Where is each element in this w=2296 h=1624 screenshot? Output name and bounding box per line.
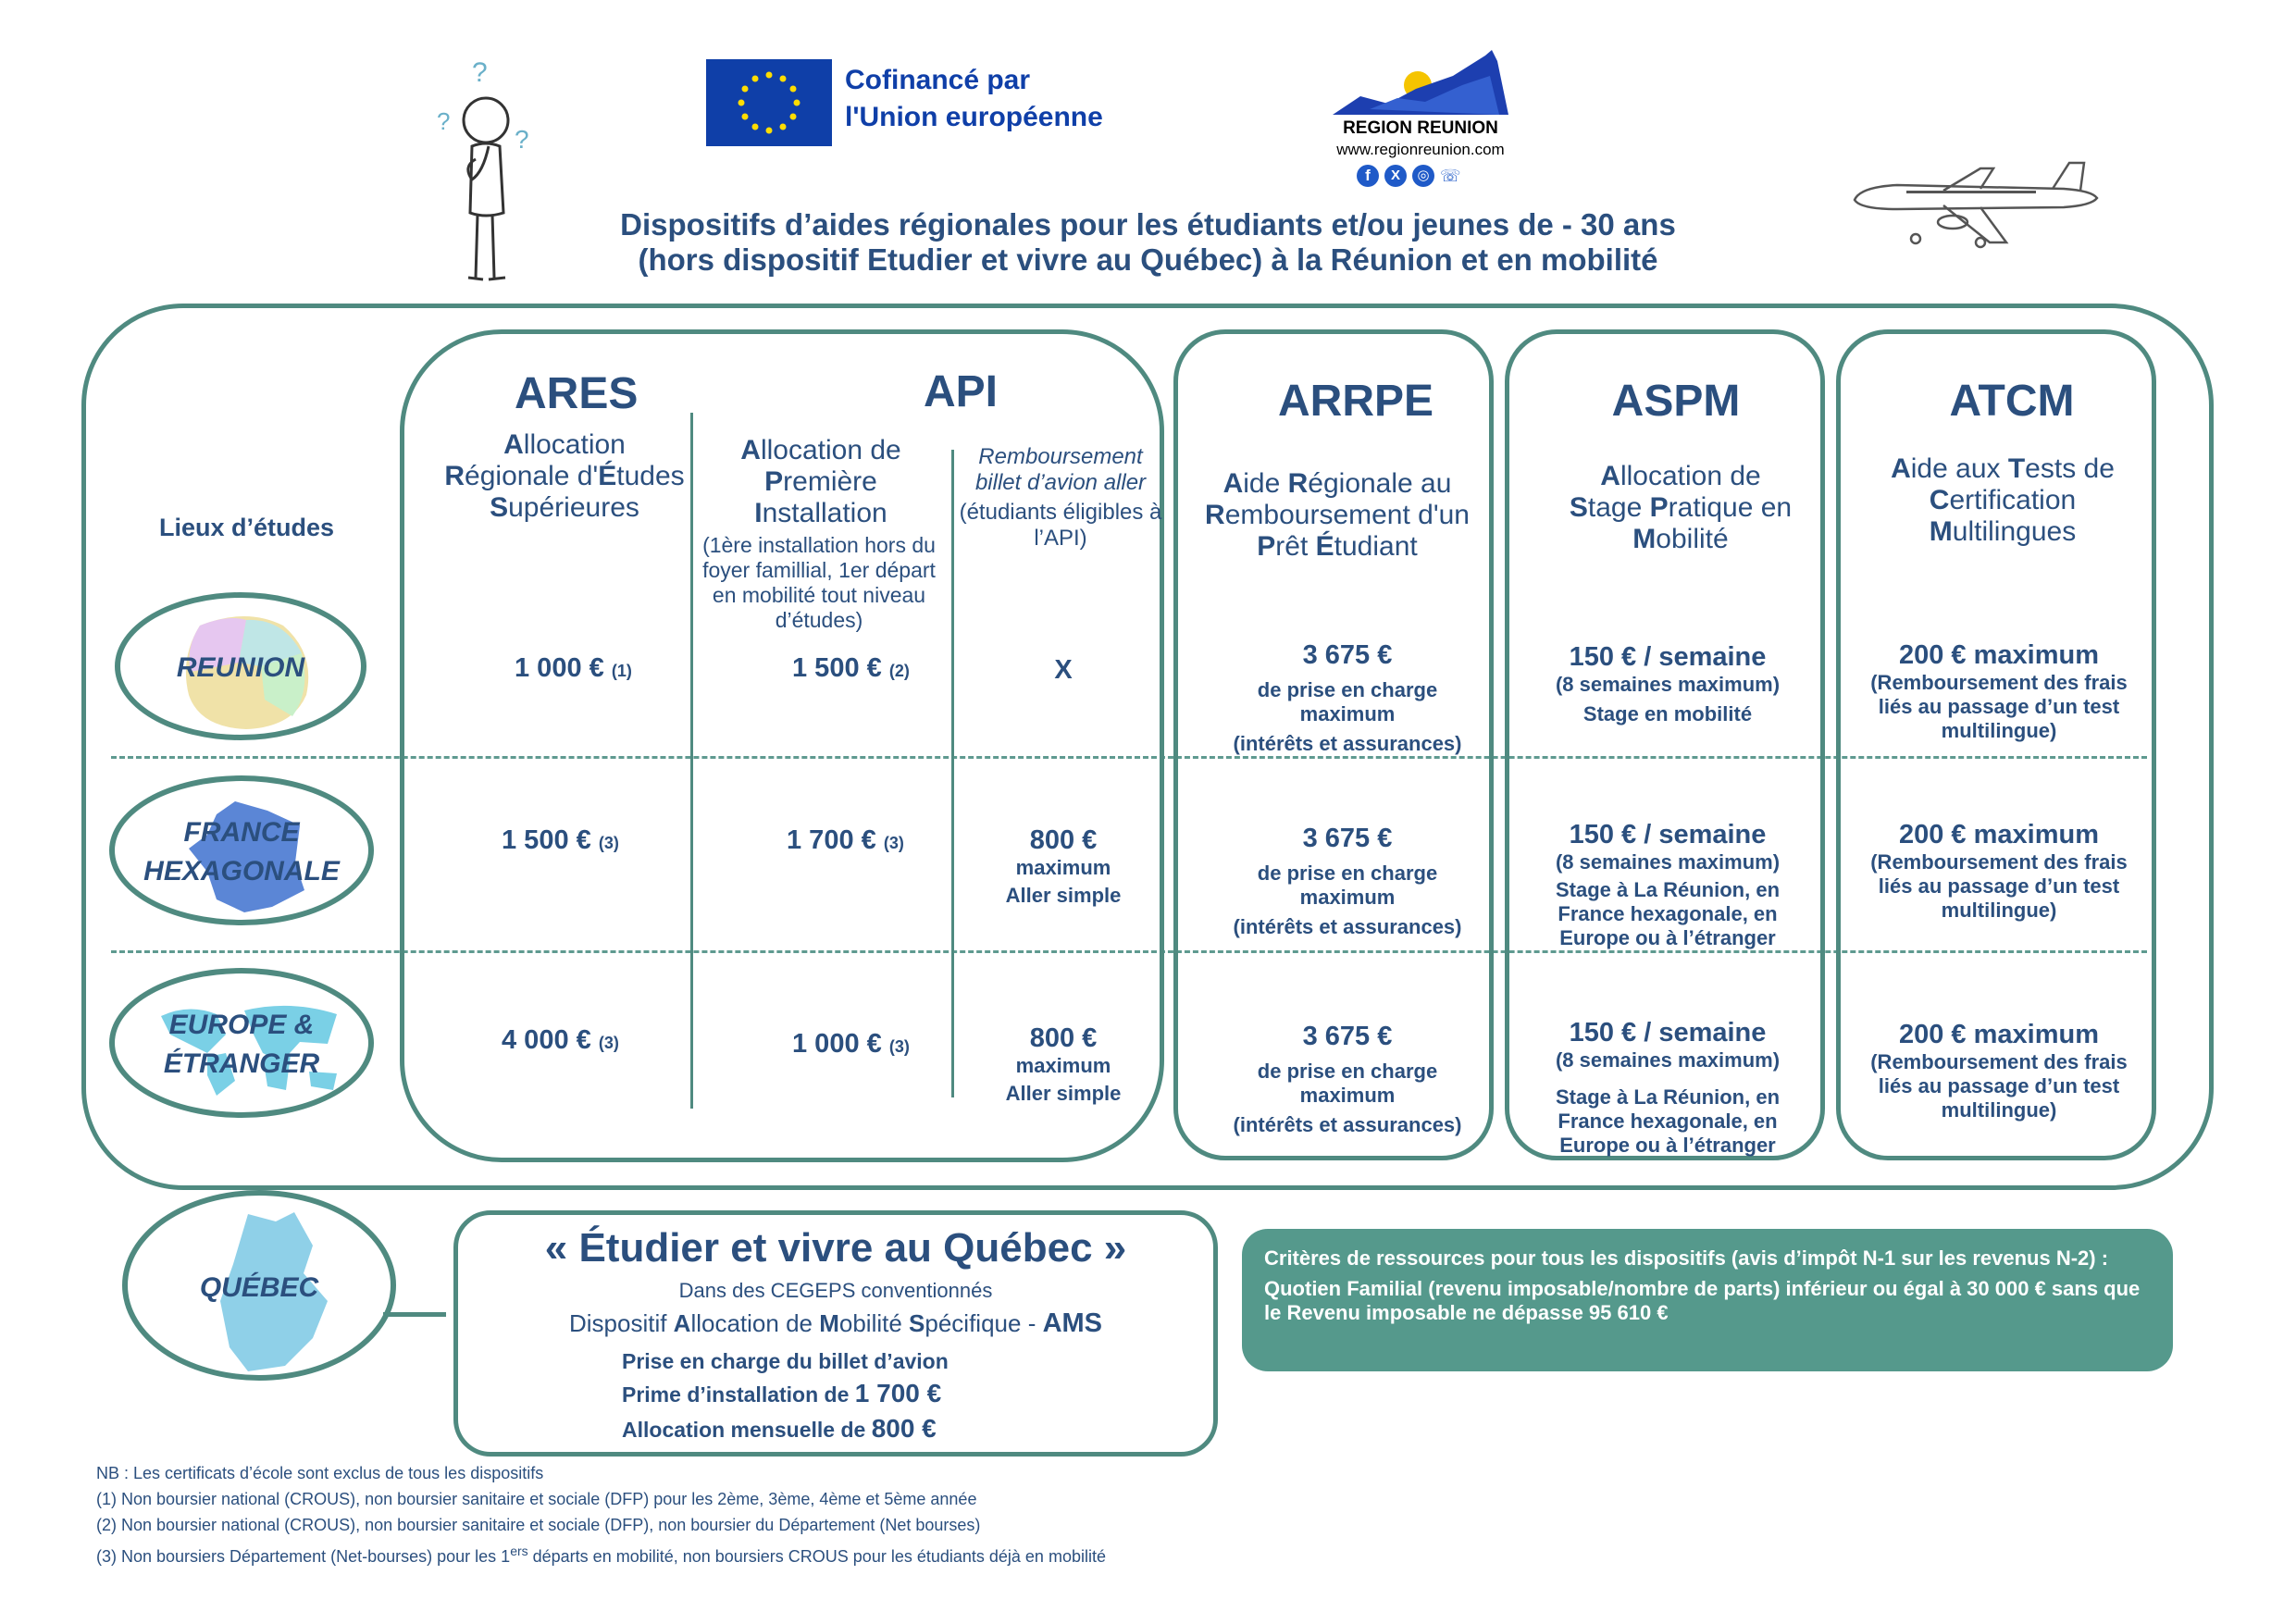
- aspm-value-france: 150 € / semaine (8 semaines maximum) Stage à La Réunion, en France hexagonale, en Europe ou à l’étranger: [1555, 820, 1781, 949]
- svg-text:?: ?: [472, 57, 488, 88]
- api-value-france: 1 700 € (3): [787, 825, 904, 855]
- billet-value-europe: 800 € maximum Aller simple: [1005, 1023, 1122, 1105]
- page-title-line-1: Dispositifs d’aides régionales pour les étudiants et/ou jeunes de - 30 ans: [620, 207, 1676, 242]
- places-label: Lieux d’études: [159, 514, 335, 541]
- place-reunion-label: REUNION: [176, 652, 305, 683]
- ares-value-reunion: 1 000 € (1): [515, 653, 632, 683]
- eu-logo-text-1: Cofinancé par: [845, 65, 1031, 95]
- aspm-value-europe: 150 € / semaine (8 semaines maximum) Stage à La Réunion, en France hexagonale, en Europe ou à l’étranger: [1555, 1018, 1781, 1157]
- place-europe-label-2: ÉTRANGER: [163, 1048, 320, 1079]
- quebec-line-2: Prime d’installation de 1 700 €: [622, 1379, 942, 1407]
- region-name: REGION REUNION: [1343, 118, 1498, 138]
- social-icons: [1357, 165, 1486, 191]
- footnote-1: (1) Non boursier national (CROUS), non boursier sanitaire et sociale (DFP) pour les 2ème, 3ème, 4ème et 5ème année: [96, 1490, 977, 1508]
- page-title-line-2: (hors dispositif Etudier et vivre au Québec) à la Réunion et en mobilité: [638, 242, 1658, 277]
- atcm-acronym: ATCM: [1949, 377, 2075, 426]
- eu-logo: [706, 59, 1123, 146]
- billet-value-france: 800 € maximum Aller simple: [1005, 825, 1122, 907]
- aspm-acronym: ASPM: [1611, 377, 1741, 426]
- instagram-icon[interactable]: ◎: [1412, 165, 1434, 187]
- atcm-value-europe: 200 € maximum (Remboursement des frais liés au passage d’un test multilingue): [1870, 1020, 2128, 1122]
- eu-flag-icon: [706, 59, 832, 146]
- quebec-subtitle: Dans des CEGEPS conventionnés: [678, 1279, 993, 1302]
- quebec-ams: Dispositif Allocation de Mobilité Spécifique - AMS: [568, 1308, 1103, 1338]
- aspm-full-name: Allocation de Stage Pratique en Mobilité: [1569, 461, 1793, 554]
- atcm-value-reunion: 200 € maximum (Remboursement des frais liés au passage d’un test multilingue): [1870, 640, 2128, 742]
- place-europe-label-1: EUROPE &: [168, 1010, 315, 1040]
- api-acronym: API: [924, 367, 999, 416]
- svg-text:?: ?: [515, 125, 529, 154]
- x-icon[interactable]: X: [1384, 165, 1407, 187]
- region-logo-emblem-icon: [1333, 48, 1508, 118]
- arrpe-full-name: Aide Régionale au Remboursement d'un Prêt Étudiant: [1205, 468, 1470, 562]
- billet-detail: (étudiants éligibles à l’API): [959, 500, 1162, 551]
- footnote-3: (3) Non boursiers Département (Net-bourses) pour les 1ers départs en mobilité, non boursiers CROUS pour les étudiants déjà en mobilité: [96, 1543, 1106, 1566]
- svg-text:?: ?: [437, 107, 451, 135]
- place-europe: [109, 968, 374, 1118]
- billet-value-reunion: X: [1054, 655, 1073, 685]
- arrpe-value-france: 3 675 € de prise en charge maximum (intérêts et assurances): [1233, 824, 1462, 938]
- arrpe-acronym: ARRPE: [1277, 377, 1434, 426]
- place-quebec-label: QUÉBEC: [199, 1272, 319, 1303]
- region-reunion-logo: [1314, 48, 1527, 196]
- criteria-line-1: Critères de ressources pour tous les dispositifs (avis d’impôt N-1 sur les revenus N-2) :: [1264, 1246, 2109, 1270]
- ares-acronym: ARES: [515, 369, 639, 418]
- place-france-label-1: FRANCE: [183, 817, 300, 848]
- atcm-value-france: 200 € maximum (Remboursement des frais liés au passage d’un test multilingue): [1870, 820, 2128, 922]
- footnote-nb: NB : Les certificats d’école sont exclus de tous les dispositifs: [96, 1464, 544, 1482]
- criteria-box: [1242, 1229, 2173, 1371]
- api-detail: (1ère installation hors du foyer famillial, 1er départ en mobilité tout niveau d’études): [702, 533, 936, 632]
- aspm-value-reunion: 150 € / semaine (8 semaines maximum) Stage en mobilité: [1555, 642, 1781, 725]
- api-value-europe: 1 000 € (3): [792, 1029, 910, 1059]
- ares-value-europe: 4 000 € (3): [502, 1025, 619, 1055]
- ares-value-france: 1 500 € (3): [502, 825, 619, 855]
- api-full-name: Allocation de Première Installation: [740, 435, 901, 528]
- region-url[interactable]: www.regionreunion.com: [1336, 141, 1505, 158]
- quebec-line-3: Allocation mensuelle de 800 €: [622, 1414, 937, 1443]
- footnotes: [96, 1460, 1106, 1569]
- place-france: [109, 775, 374, 925]
- api-value-reunion: 1 500 € (2): [792, 653, 910, 683]
- eu-logo-text-2: l'Union européenne: [845, 102, 1103, 132]
- ares-full-name: Allocation Régionale d'Études Supérieures: [444, 429, 685, 523]
- criteria-line-2: Quotien Familial (revenu imposable/nombre de parts) inférieur ou égal à 30 000 € sans que le Revenu imposable ne dépasse 95 610 €: [1264, 1277, 2141, 1324]
- facebook-icon[interactable]: f: [1357, 165, 1379, 187]
- arrpe-value-europe: 3 675 € de prise en charge maximum (intérêts et assurances): [1233, 1022, 1462, 1136]
- billet-title: Remboursement billet d’avion aller: [974, 444, 1147, 495]
- place-reunion: [115, 592, 366, 740]
- quebec-connector: [383, 1312, 446, 1317]
- atcm-full-name: Aide aux Tests de Certification Multilingues: [1891, 453, 2115, 547]
- place-quebec: [122, 1190, 396, 1381]
- footnote-2: (2) Non boursier national (CROUS), non boursier sanitaire et sociale (DFP), non boursier du Département (Net bourses): [96, 1516, 981, 1534]
- quebec-title: « Étudier et vivre au Québec »: [544, 1225, 1127, 1271]
- quebec-line-1: Prise en charge du billet d’avion: [622, 1349, 949, 1373]
- accessibility-icon[interactable]: ☏: [1440, 167, 1461, 185]
- arrpe-value-reunion: 3 675 € de prise en charge maximum (intérêts et assurances): [1233, 640, 1462, 755]
- place-france-label-2: HEXAGONALE: [143, 856, 340, 886]
